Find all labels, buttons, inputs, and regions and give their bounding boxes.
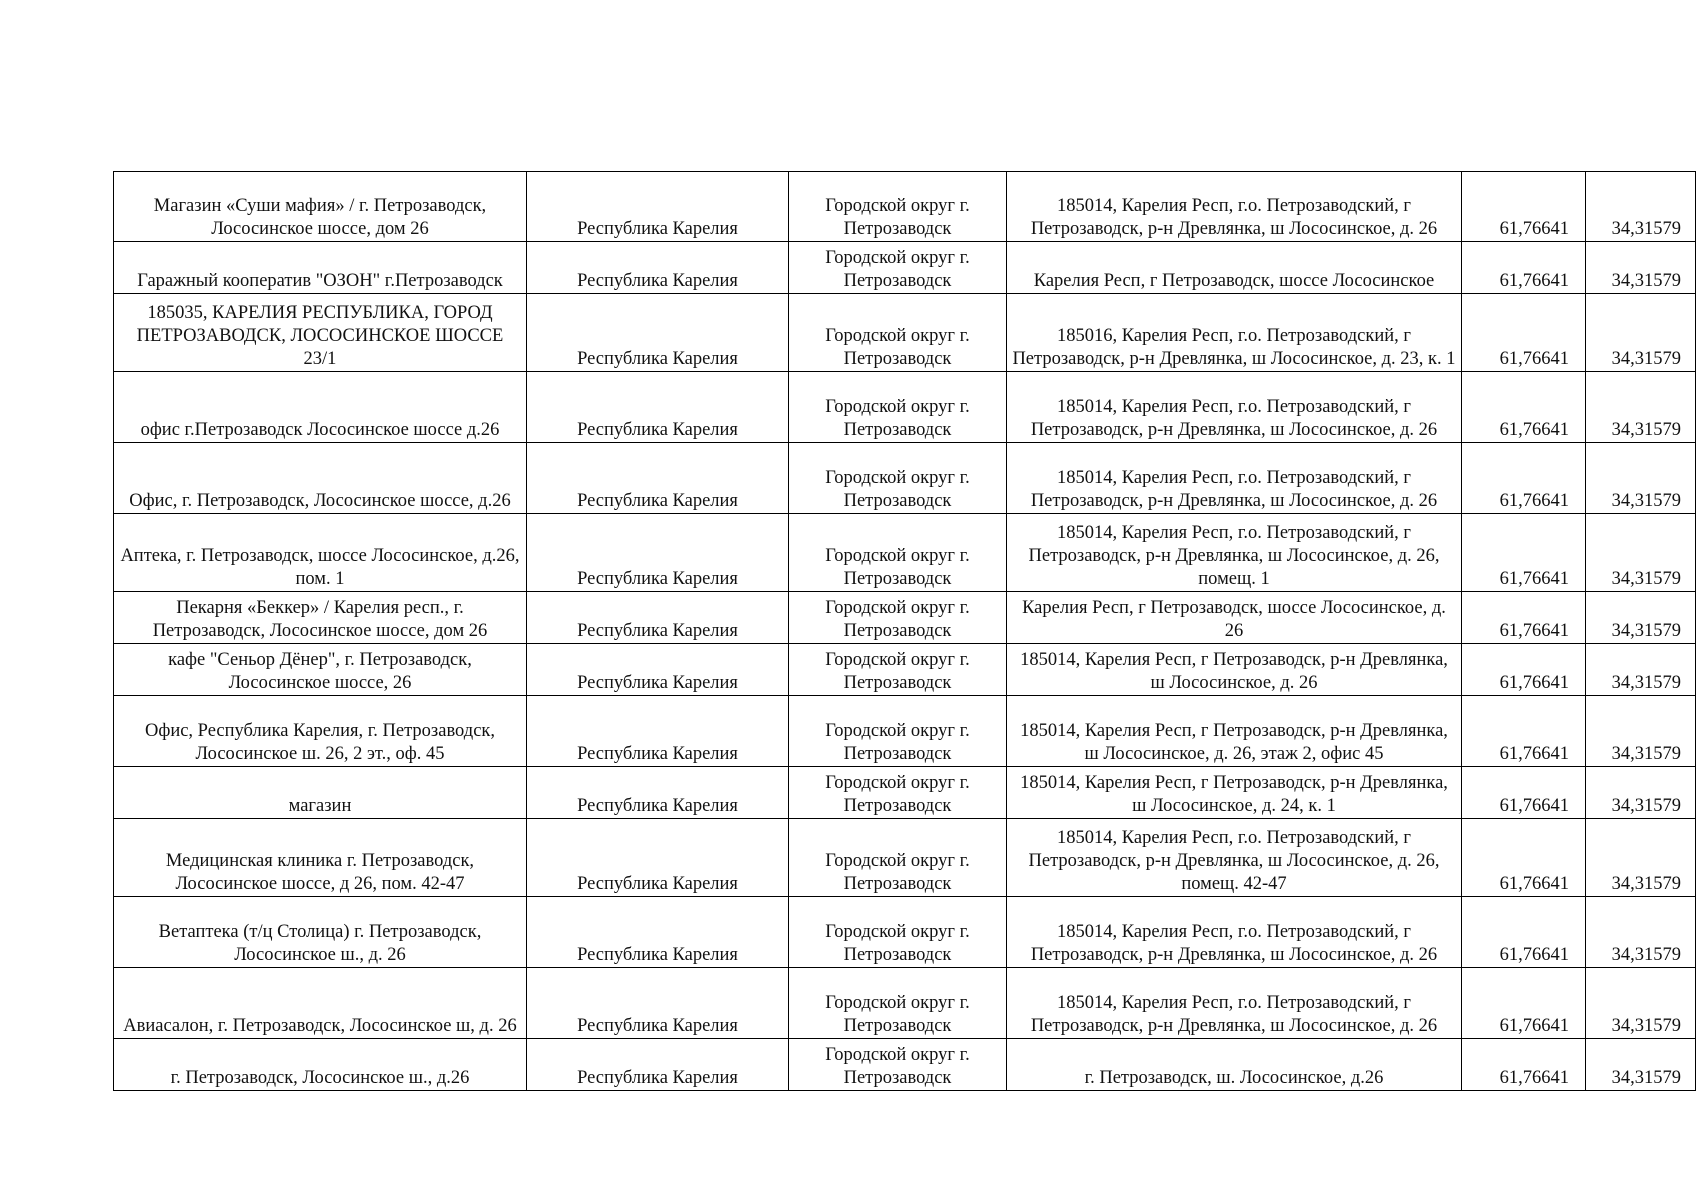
table-row bbox=[114, 897, 1696, 968]
district-cell: Городской округ г. Петрозаводск bbox=[789, 767, 1007, 819]
address-cell: 185014, Карелия Респ, г.о. Петрозаводский, г Петрозаводск, р-н Древлянка, ш Лососинское, д. 26 bbox=[1007, 897, 1462, 968]
district-cell: Городской округ г. Петрозаводск bbox=[789, 592, 1007, 644]
place-name-cell: магазин bbox=[114, 767, 527, 819]
longitude-cell: 34,31579 bbox=[1586, 897, 1696, 968]
table-row bbox=[114, 819, 1696, 897]
region-cell: Республика Карелия bbox=[527, 443, 789, 514]
region-cell: Республика Карелия bbox=[527, 514, 789, 592]
table-row bbox=[114, 592, 1696, 644]
latitude-cell: 61,76641 bbox=[1462, 644, 1586, 696]
place-name-cell: офис г.Петрозаводск Лососинское шоссе д.26 bbox=[114, 372, 527, 443]
latitude-cell: 61,76641 bbox=[1462, 294, 1586, 372]
table-row bbox=[114, 514, 1696, 592]
region-cell: Республика Карелия bbox=[527, 294, 789, 372]
address-cell: 185014, Карелия Респ, г.о. Петрозаводский, г Петрозаводск, р-н Древлянка, ш Лососинское, д. 26 bbox=[1007, 372, 1462, 443]
region-cell: Республика Карелия bbox=[527, 968, 789, 1039]
region-cell: Республика Карелия bbox=[527, 242, 789, 294]
district-cell: Городской округ г. Петрозаводск bbox=[789, 294, 1007, 372]
longitude-cell: 34,31579 bbox=[1586, 644, 1696, 696]
place-name-cell: кафе "Сеньор Дёнер", г. Петрозаводск, Лососинское шоссе, 26 bbox=[114, 644, 527, 696]
region-cell: Республика Карелия bbox=[527, 592, 789, 644]
table-row bbox=[114, 696, 1696, 767]
longitude-cell: 34,31579 bbox=[1586, 696, 1696, 767]
latitude-cell: 61,76641 bbox=[1462, 242, 1586, 294]
table-row bbox=[114, 172, 1696, 242]
place-name-cell: Авиасалон, г. Петрозаводск, Лососинское ш, д. 26 bbox=[114, 968, 527, 1039]
region-cell: Республика Карелия bbox=[527, 172, 789, 242]
address-cell: г. Петрозаводск, ш. Лососинское, д.26 bbox=[1007, 1039, 1462, 1091]
table-row bbox=[114, 242, 1696, 294]
place-name-cell: г. Петрозаводск, Лососинское ш., д.26 bbox=[114, 1039, 527, 1091]
longitude-cell: 34,31579 bbox=[1586, 968, 1696, 1039]
latitude-cell: 61,76641 bbox=[1462, 696, 1586, 767]
district-cell: Городской округ г. Петрозаводск bbox=[789, 172, 1007, 242]
place-name-cell: 185035, КАРЕЛИЯ РЕСПУБЛИКА, ГОРОД ПЕТРОЗАВОДСК, ЛОСОСИНСКОЕ ШОССЕ 23/1 bbox=[114, 294, 527, 372]
table-body bbox=[114, 172, 1696, 1091]
table-row bbox=[114, 644, 1696, 696]
address-table bbox=[113, 171, 1696, 1091]
address-cell: 185016, Карелия Респ, г.о. Петрозаводский, г Петрозаводск, р-н Древлянка, ш Лососинское, д. 23, к. 1 bbox=[1007, 294, 1462, 372]
district-cell: Городской округ г. Петрозаводск bbox=[789, 443, 1007, 514]
latitude-cell: 61,76641 bbox=[1462, 592, 1586, 644]
address-cell: Карелия Респ, г Петрозаводск, шоссе Лососинское, д. 26 bbox=[1007, 592, 1462, 644]
address-cell: 185014, Карелия Респ, г Петрозаводск, р-н Древлянка, ш Лососинское, д. 24, к. 1 bbox=[1007, 767, 1462, 819]
region-cell: Республика Карелия bbox=[527, 767, 789, 819]
table-row bbox=[114, 294, 1696, 372]
district-cell: Городской округ г. Петрозаводск bbox=[789, 968, 1007, 1039]
place-name-cell: Гаражный кооператив "ОЗОН" г.Петрозаводск bbox=[114, 242, 527, 294]
longitude-cell: 34,31579 bbox=[1586, 1039, 1696, 1091]
district-cell: Городской округ г. Петрозаводск bbox=[789, 1039, 1007, 1091]
region-cell: Республика Карелия bbox=[527, 644, 789, 696]
district-cell: Городской округ г. Петрозаводск bbox=[789, 644, 1007, 696]
latitude-cell: 61,76641 bbox=[1462, 443, 1586, 514]
table-row bbox=[114, 1039, 1696, 1091]
longitude-cell: 34,31579 bbox=[1586, 294, 1696, 372]
longitude-cell: 34,31579 bbox=[1586, 443, 1696, 514]
place-name-cell: Аптека, г. Петрозаводск, шоссе Лососинское, д.26, пом. 1 bbox=[114, 514, 527, 592]
longitude-cell: 34,31579 bbox=[1586, 372, 1696, 443]
place-name-cell: Ветаптека (т/ц Столица) г. Петрозаводск, Лососинское ш., д. 26 bbox=[114, 897, 527, 968]
latitude-cell: 61,76641 bbox=[1462, 819, 1586, 897]
address-cell: 185014, Карелия Респ, г.о. Петрозаводский, г Петрозаводск, р-н Древлянка, ш Лососинское, д. 26, помещ. 1 bbox=[1007, 514, 1462, 592]
place-name-cell: Магазин «Суши мафия» / г. Петрозаводск, Лососинское шоссе, дом 26 bbox=[114, 172, 527, 242]
region-cell: Республика Карелия bbox=[527, 372, 789, 443]
address-cell: Карелия Респ, г Петрозаводск, шоссе Лососинское bbox=[1007, 242, 1462, 294]
region-cell: Республика Карелия bbox=[527, 1039, 789, 1091]
longitude-cell: 34,31579 bbox=[1586, 242, 1696, 294]
region-cell: Республика Карелия bbox=[527, 696, 789, 767]
longitude-cell: 34,31579 bbox=[1586, 819, 1696, 897]
address-cell: 185014, Карелия Респ, г Петрозаводск, р-н Древлянка, ш Лососинское, д. 26 bbox=[1007, 644, 1462, 696]
latitude-cell: 61,76641 bbox=[1462, 172, 1586, 242]
table-row bbox=[114, 372, 1696, 443]
table-row bbox=[114, 443, 1696, 514]
district-cell: Городской округ г. Петрозаводск bbox=[789, 819, 1007, 897]
region-cell: Республика Карелия bbox=[527, 897, 789, 968]
latitude-cell: 61,76641 bbox=[1462, 968, 1586, 1039]
place-name-cell: Офис, г. Петрозаводск, Лососинское шоссе, д.26 bbox=[114, 443, 527, 514]
latitude-cell: 61,76641 bbox=[1462, 767, 1586, 819]
longitude-cell: 34,31579 bbox=[1586, 514, 1696, 592]
address-cell: 185014, Карелия Респ, г.о. Петрозаводский, г Петрозаводск, р-н Древлянка, ш Лососинское, д. 26 bbox=[1007, 968, 1462, 1039]
table-row bbox=[114, 968, 1696, 1039]
region-cell: Республика Карелия bbox=[527, 819, 789, 897]
district-cell: Городской округ г. Петрозаводск bbox=[789, 897, 1007, 968]
address-cell: 185014, Карелия Респ, г Петрозаводск, р-н Древлянка, ш Лососинское, д. 26, этаж 2, офис 45 bbox=[1007, 696, 1462, 767]
latitude-cell: 61,76641 bbox=[1462, 514, 1586, 592]
table-row bbox=[114, 767, 1696, 819]
address-cell: 185014, Карелия Респ, г.о. Петрозаводский, г Петрозаводск, р-н Древлянка, ш Лососинское, д. 26 bbox=[1007, 172, 1462, 242]
address-cell: 185014, Карелия Респ, г.о. Петрозаводский, г Петрозаводск, р-н Древлянка, ш Лососинское, д. 26 bbox=[1007, 443, 1462, 514]
place-name-cell: Офис, Республика Карелия, г. Петрозаводск, Лососинское ш. 26, 2 эт., оф. 45 bbox=[114, 696, 527, 767]
district-cell: Городской округ г. Петрозаводск bbox=[789, 514, 1007, 592]
district-cell: Городской округ г. Петрозаводск bbox=[789, 372, 1007, 443]
longitude-cell: 34,31579 bbox=[1586, 172, 1696, 242]
latitude-cell: 61,76641 bbox=[1462, 897, 1586, 968]
place-name-cell: Медицинская клиника г. Петрозаводск, Лососинское шоссе, д 26, пом. 42-47 bbox=[114, 819, 527, 897]
address-cell: 185014, Карелия Респ, г.о. Петрозаводский, г Петрозаводск, р-н Древлянка, ш Лососинское, д. 26, помещ. 42-47 bbox=[1007, 819, 1462, 897]
latitude-cell: 61,76641 bbox=[1462, 372, 1586, 443]
longitude-cell: 34,31579 bbox=[1586, 767, 1696, 819]
latitude-cell: 61,76641 bbox=[1462, 1039, 1586, 1091]
longitude-cell: 34,31579 bbox=[1586, 592, 1696, 644]
district-cell: Городской округ г. Петрозаводск bbox=[789, 242, 1007, 294]
place-name-cell: Пекарня «Беккер» / Карелия респ., г. Петрозаводск, Лососинское шоссе, дом 26 bbox=[114, 592, 527, 644]
district-cell: Городской округ г. Петрозаводск bbox=[789, 696, 1007, 767]
